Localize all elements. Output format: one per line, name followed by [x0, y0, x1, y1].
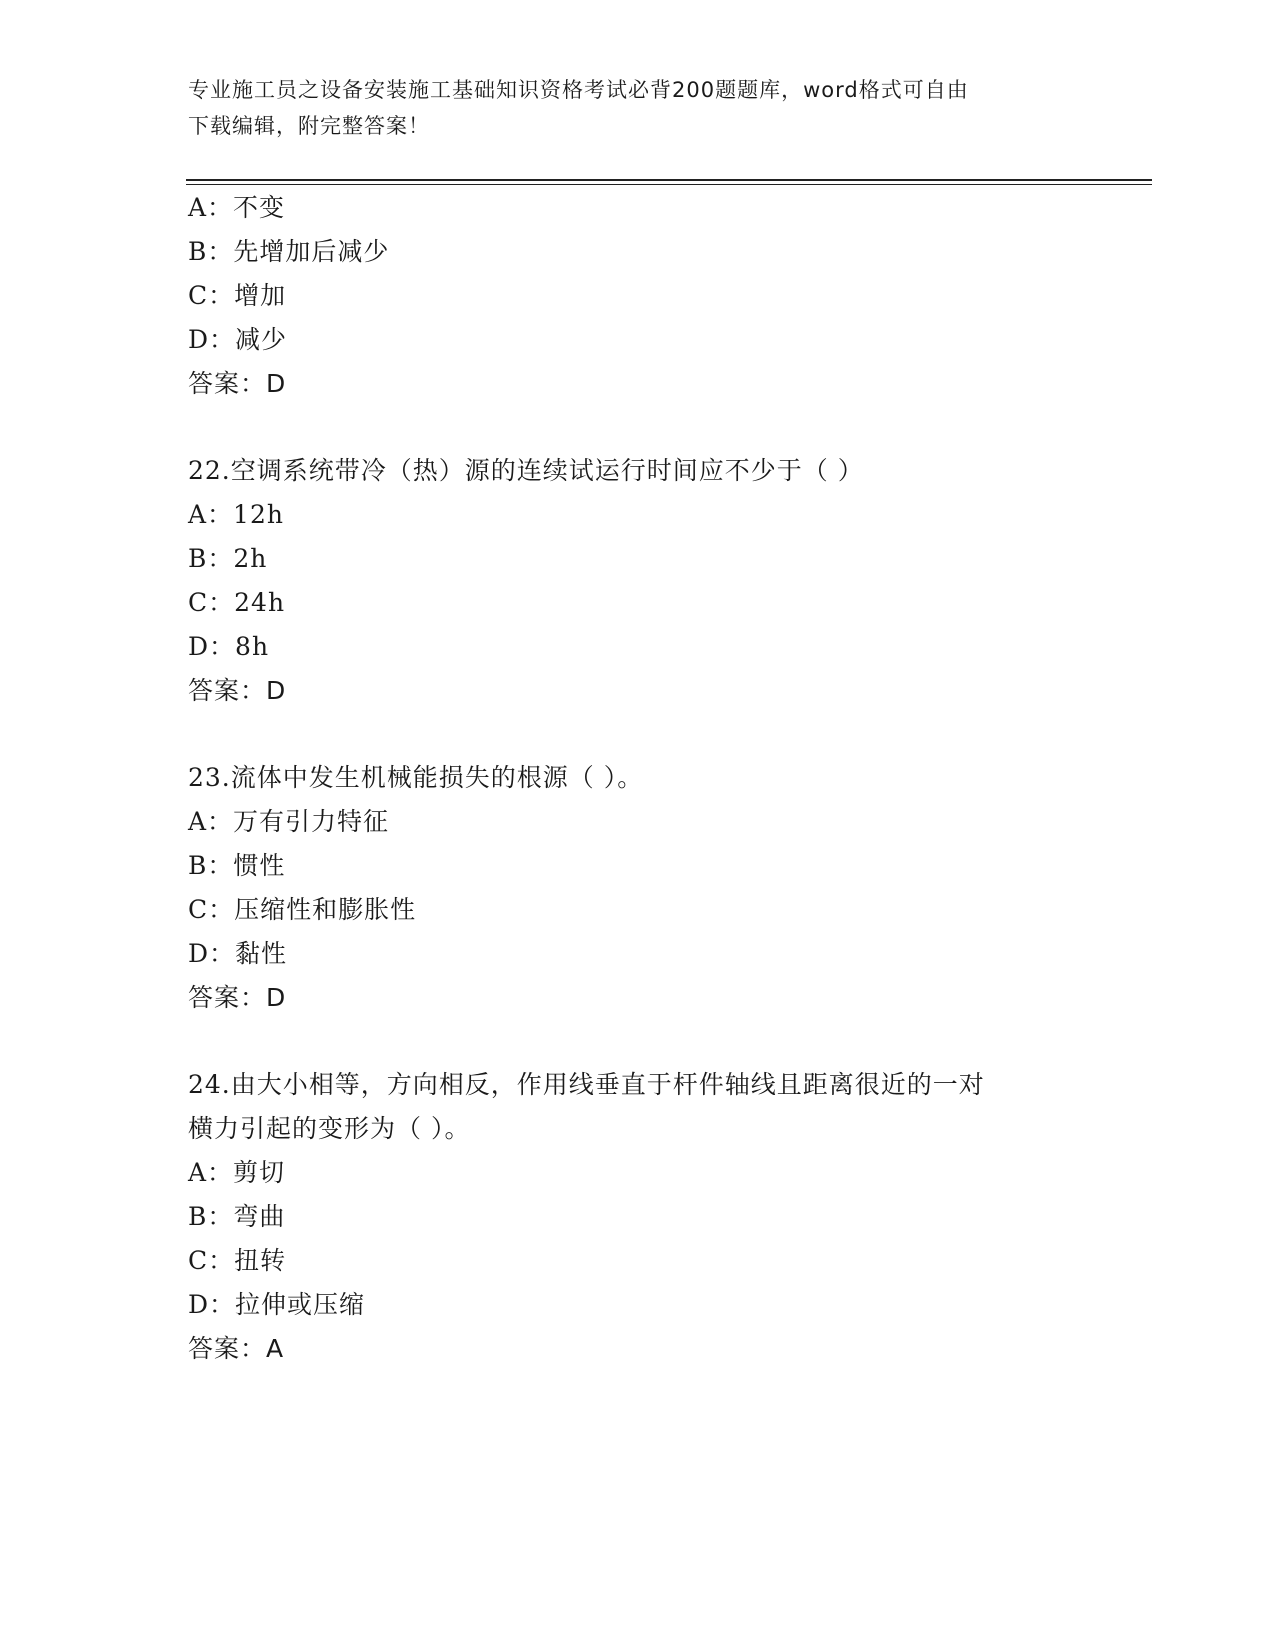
q21-answer: 答案：D	[188, 369, 287, 398]
q24-question-line-1: 24.由大小相等，方向相反，作用线垂直于杆件轴线且距离很近的一对	[188, 1070, 985, 1099]
q21-option-a: A：不变	[188, 193, 286, 222]
q21-option-c: C：增加	[188, 281, 287, 310]
q22-question: 22.空调系统带冷（热）源的连续试运行时间应不少于（ ）	[188, 456, 864, 485]
header-line-1: 专业施工员之设备安装施工基础知识资格考试必背200题题库，word格式可自由	[188, 78, 969, 102]
q24-option-b: B：弯曲	[188, 1202, 286, 1231]
q21-option-d: D：减少	[188, 325, 288, 354]
q23-option-c: C：压缩性和膨胀性	[188, 895, 417, 924]
q22-option-b: B：2h	[188, 544, 268, 573]
q24-option-c: C：扭转	[188, 1246, 287, 1275]
q24-answer: 答案：A	[188, 1334, 285, 1363]
q24-question-line-2: 横力引起的变形为（ ）。	[188, 1114, 471, 1143]
q24-option-d: D：拉伸或压缩	[188, 1290, 366, 1319]
q23-answer: 答案：D	[188, 983, 287, 1012]
q22-answer: 答案：D	[188, 676, 287, 705]
q22-option-d: D：8h	[188, 632, 270, 661]
q23-option-b: B：惯性	[188, 851, 286, 880]
q21-option-b: B：先增加后减少	[188, 237, 390, 266]
q24-option-a: A：剪切	[188, 1158, 286, 1187]
document-header	[188, 72, 1088, 144]
header-divider-thin	[186, 184, 1152, 185]
q23-question: 23.流体中发生机械能损失的根源（ ）。	[188, 763, 644, 792]
header-line-2: 下载编辑，附完整答案！	[188, 114, 430, 138]
q23-option-a: A：万有引力特征	[188, 807, 390, 836]
header-divider-thick	[186, 179, 1152, 181]
q23-option-d: D：黏性	[188, 939, 288, 968]
q22-option-c: C：24h	[188, 588, 286, 617]
q22-option-a: A：12h	[188, 500, 284, 529]
